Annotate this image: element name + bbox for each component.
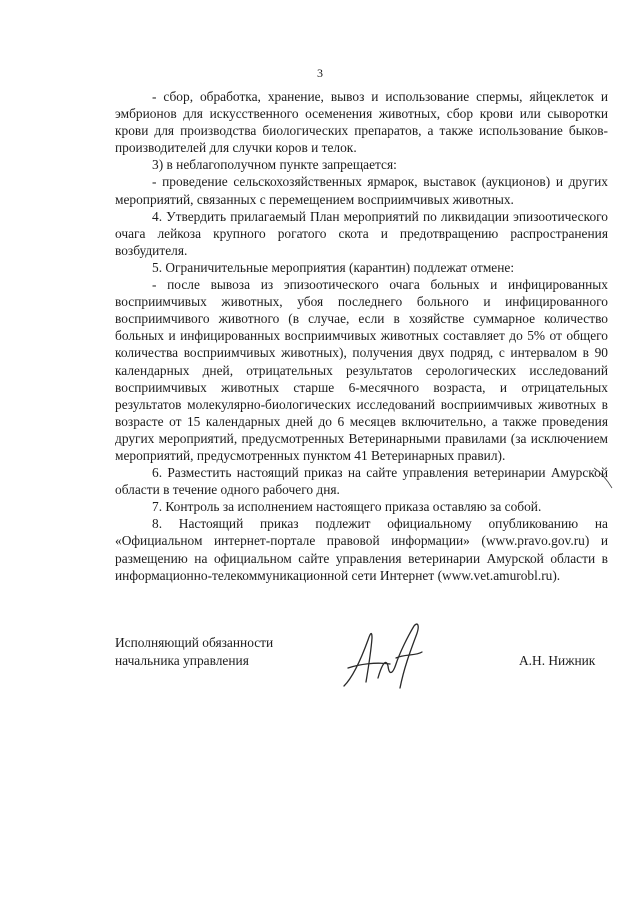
paragraph-approve-plan: 4. Утвердить прилагаемый План мероприятий по ликвидации эпизоотического очага лейкоза крупного рогатого скота и предотвращению распространения возбудителя. [115,208,608,258]
page-number: 3 [317,66,323,80]
handwritten-signature [338,618,448,696]
paragraph-prohibitions-heading: 3) в неблагополучном пункте запрещается: [152,157,397,173]
signatory-name: А.Н. Нижник [519,653,596,668]
paragraph-quarantine-cancel: 5. Ограничительные мероприятия (карантин) подлежат отмене: [152,259,515,275]
paragraph-official-publication: 8. Настоящий приказ подлежит официальному опубликованию на «Официальном интернет-портале правовой информации» (www.pravo.gov.ru) и размещению на официальном сайте управления ветеринарии Амурской области в информационно-телекоммуникационной сети Интернет (www.vet.amurobl.ru). [115,516,608,583]
paragraph-fairs-ban: - проведение сельскохозяйственных ярмарок, выставок (аукционов) и других мероприятий, связанных с перемещением восприимчивых животных. [115,174,608,207]
document-body [115,88,608,584]
paragraph-publish-site: 6. Разместить настоящий приказ на сайте управления ветеринарии Амурской области в течение одного рабочего дня. [115,465,608,498]
paragraph-cancel-conditions: - после вывоза из эпизоотического очага больных и инфицированных восприимчивых животных, убоя последнего больного и инфицированного восприимчивого животного (в случае, если в хозяйстве суммарное количество больных и инфицированных восприимчивых животных составляет до 5% от общего количества восприимчивых животных), получения двух подряд, с интервалом в 90 календарных дней, отрицательных результатов серологических исследований восприимчивых животных старше 6-месячного возраста, и отрицательных результатов молекулярно-биологических исследований восприимчивых животных в возрасте от 15 календарных дней до 6 месяцев включительно, а также проведения других мероприятий, предусмотренных Ветеринарными правилами (за исключением мероприятий, предусмотренных пунктом 41 Ветеринарных правил). [115,277,608,463]
signatory-position-line1: Исполняющий обязанности [115,635,274,650]
paragraph-semen-collection: - сбор, обработка, хранение, вывоз и использование спермы, яйцеклеток и эмбрионов для искусственного осеменения животных, сбор крови или сыворотки крови для производства биологических препаратов, а также использование быков-производителей для случки коров и телок. [115,89,608,156]
paragraph-control: 7. Контроль за исполнением настоящего приказа оставляю за собой. [152,499,542,515]
signatory-position-line2: начальника управления [115,653,249,668]
signatory-position [115,634,273,670]
margin-pen-mark [592,466,614,492]
